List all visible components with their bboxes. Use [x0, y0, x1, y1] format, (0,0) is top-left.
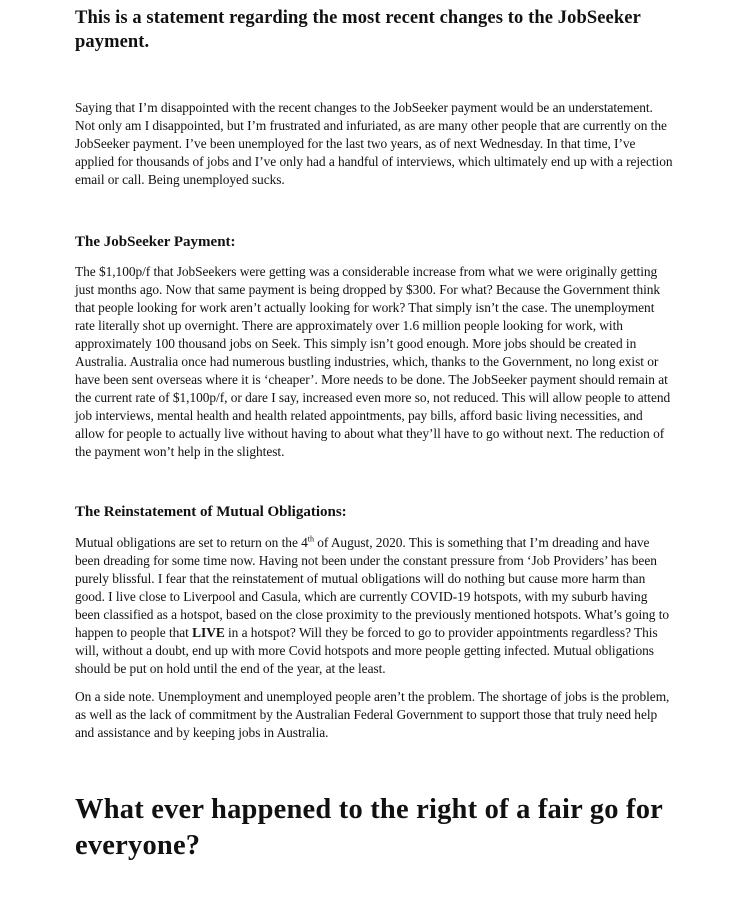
mutual-obligations-paragraph: [75, 534, 675, 678]
document-title: This is a statement regarding the most recent changes to the JobSeeker payment.: [75, 8, 641, 52]
closing-question: What ever happened to the right of a fair go for everyone?: [75, 794, 663, 861]
section-heading-mutual-obligations: The Reinstatement of Mutual Obligations:: [75, 504, 347, 520]
jobseeker-payment-paragraph: The $1,100p/f that JobSeekers were getting was a considerable increase from what we were originally getting just months ago. Now that same payment is being dropped by $300. For what? Because the Government think that people looking for work aren’t actually looking for work? That simply isn’t the case. The unemployment rate literally shot up overnight. There are approximately over 1.6 million people looking for work, with approximately 100 thousand jobs on Seek. This simply isn’t good enough. More jobs should be created in Australia. Australia once had numerous bustling industries, which, thanks to the Government, no long exist or have been sent overseas where it is ‘cheaper’. More needs to be done. The JobSeeker payment should remain at the current rate of $1,100p/f, or dare I say, increased even more so, not reduced. This will allow people to attend job interviews, mental health and health related appointments, pay bills, afford basic living necessities, and allow for people to actually live without having to about what they’ll have to go without next. The reduction of the payment won’t help in the slightest.: [75, 264, 671, 459]
mutual-obligations-text-1: Mutual obligations are set to return on the 4: [75, 535, 308, 550]
intro-paragraph: Saying that I’m disappointed with the recent changes to the JobSeeker payment would be an understatement. Not only am I disappointed, but I’m frustrated and infuriated, as are many other people that are currently on the JobSeeker payment. I’ve been unemployed for the last two years, as of next Wednesday. In that time, I’ve applied for thousands of jobs and I’ve only had a handful of interviews, which ultimately end up with a rejection email or call. Being unemployed sucks.: [75, 100, 673, 187]
mutual-obligations-text-3: in a hotspot? Will they be forced to go to provider appointments regardless? This will, without a doubt, end up with more Covid hotspots and more people getting infected. Mutual obligations should be put on hold until the end of the year, at the least.: [75, 625, 658, 676]
mutual-obligations-text-2: of August, 2020. This is something that I’m dreading and have been dreading for some time now. Having not been under the constant pressure from ‘Job Providers’ has been purely blissful. I fear that the reinstatement of mutual obligations will do nothing but cause more harm than good. I live close to Liverpool and Casula, which are currently COVID-19 hotspots, with my suburb having been classified as a hotspot, based on the close proximity to the previously mentioned hotspots. What’s going to happen to people that: [75, 535, 670, 640]
side-note-paragraph: On a side note. Unemployment and unemployed people aren’t the problem. The shortage of jobs is the problem, as well as the lack of commitment by the Australian Federal Government to support those that truly need help and assistance and by keeping jobs in Australia.: [75, 689, 670, 740]
ordinal-suffix: th: [307, 534, 314, 544]
document-page: [75, 0, 675, 864]
emphasis-live: LIVE: [192, 625, 225, 640]
section-heading-jobseeker-payment: The JobSeeker Payment:: [75, 234, 236, 250]
